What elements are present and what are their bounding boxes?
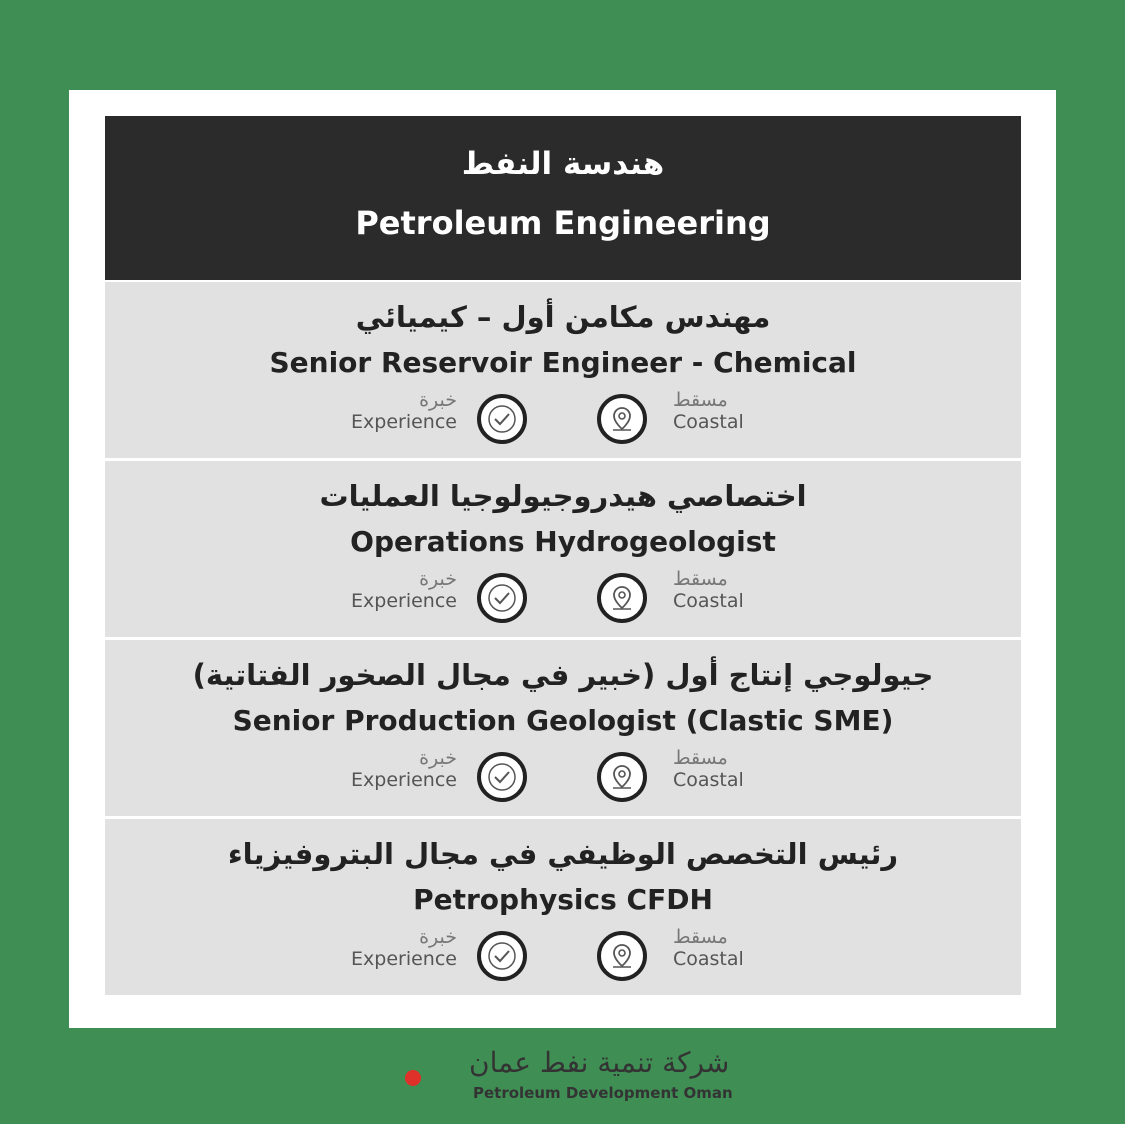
location-label-en: Coastal <box>673 411 744 433</box>
check-circle-icon <box>477 573 527 623</box>
location-pin-icon <box>597 752 647 802</box>
job-title-ar: مهندس مكامن أول – كيميائي <box>355 300 771 334</box>
location-label-en: Coastal <box>673 590 744 612</box>
experience-label-en: Experience <box>351 948 457 970</box>
job-title-en: Senior Reservoir Engineer - Chemical <box>269 346 857 379</box>
experience-label-ar: خبرة <box>419 389 457 411</box>
location-label-ar: مسقط <box>673 568 728 590</box>
job-title-en: Senior Production Geologist (Clastic SME) <box>232 704 894 737</box>
experience-label <box>351 926 457 970</box>
location-label-en: Coastal <box>673 948 744 970</box>
experience-label-ar: خبرة <box>419 747 457 769</box>
location-pin-icon <box>597 573 647 623</box>
experience-label <box>351 389 457 433</box>
job-list-card <box>69 90 1056 1028</box>
check-circle-icon <box>477 931 527 981</box>
job-row[interactable] <box>105 282 1021 458</box>
job-title-ar: جيولوجي إنتاج أول (خبير في مجال الصخور الفتاتية) <box>192 658 934 692</box>
location-label <box>673 926 744 970</box>
experience-label-en: Experience <box>351 411 457 433</box>
location-label-ar: مسقط <box>673 926 728 948</box>
section-title-en: Petroleum Engineering <box>355 204 771 242</box>
location-label-en: Coastal <box>673 769 744 791</box>
job-row[interactable] <box>105 819 1021 995</box>
location-label-ar: مسقط <box>673 389 728 411</box>
experience-label-en: Experience <box>351 769 457 791</box>
company-name-ar: شركة تنمية نفط عمان <box>469 1046 730 1079</box>
experience-label-ar: خبرة <box>419 568 457 590</box>
experience-label-ar: خبرة <box>419 926 457 948</box>
job-title-ar: اختصاصي هيدروجيولوجيا العمليات <box>319 479 807 513</box>
job-title-en: Petrophysics CFDH <box>413 883 713 916</box>
location-label-ar: مسقط <box>673 747 728 769</box>
company-name-en: Petroleum Development Oman <box>473 1084 733 1102</box>
job-row[interactable] <box>105 461 1021 637</box>
job-row[interactable] <box>105 640 1021 816</box>
experience-label <box>351 568 457 612</box>
check-circle-icon <box>477 752 527 802</box>
company-footer <box>385 1046 745 1106</box>
job-title-en: Operations Hydrogeologist <box>350 525 776 558</box>
location-label <box>673 389 744 433</box>
check-circle-icon <box>477 394 527 444</box>
experience-label-en: Experience <box>351 590 457 612</box>
job-title-ar: رئيس التخصص الوظيفي في مجال البتروفيزياء <box>227 837 899 871</box>
section-title-ar: هندسة النفط <box>461 146 665 182</box>
location-label <box>673 568 744 612</box>
section-header <box>105 116 1021 280</box>
location-pin-icon <box>597 931 647 981</box>
location-pin-icon <box>597 394 647 444</box>
experience-label <box>351 747 457 791</box>
pdo-logo-icon <box>385 1050 441 1106</box>
location-label <box>673 747 744 791</box>
